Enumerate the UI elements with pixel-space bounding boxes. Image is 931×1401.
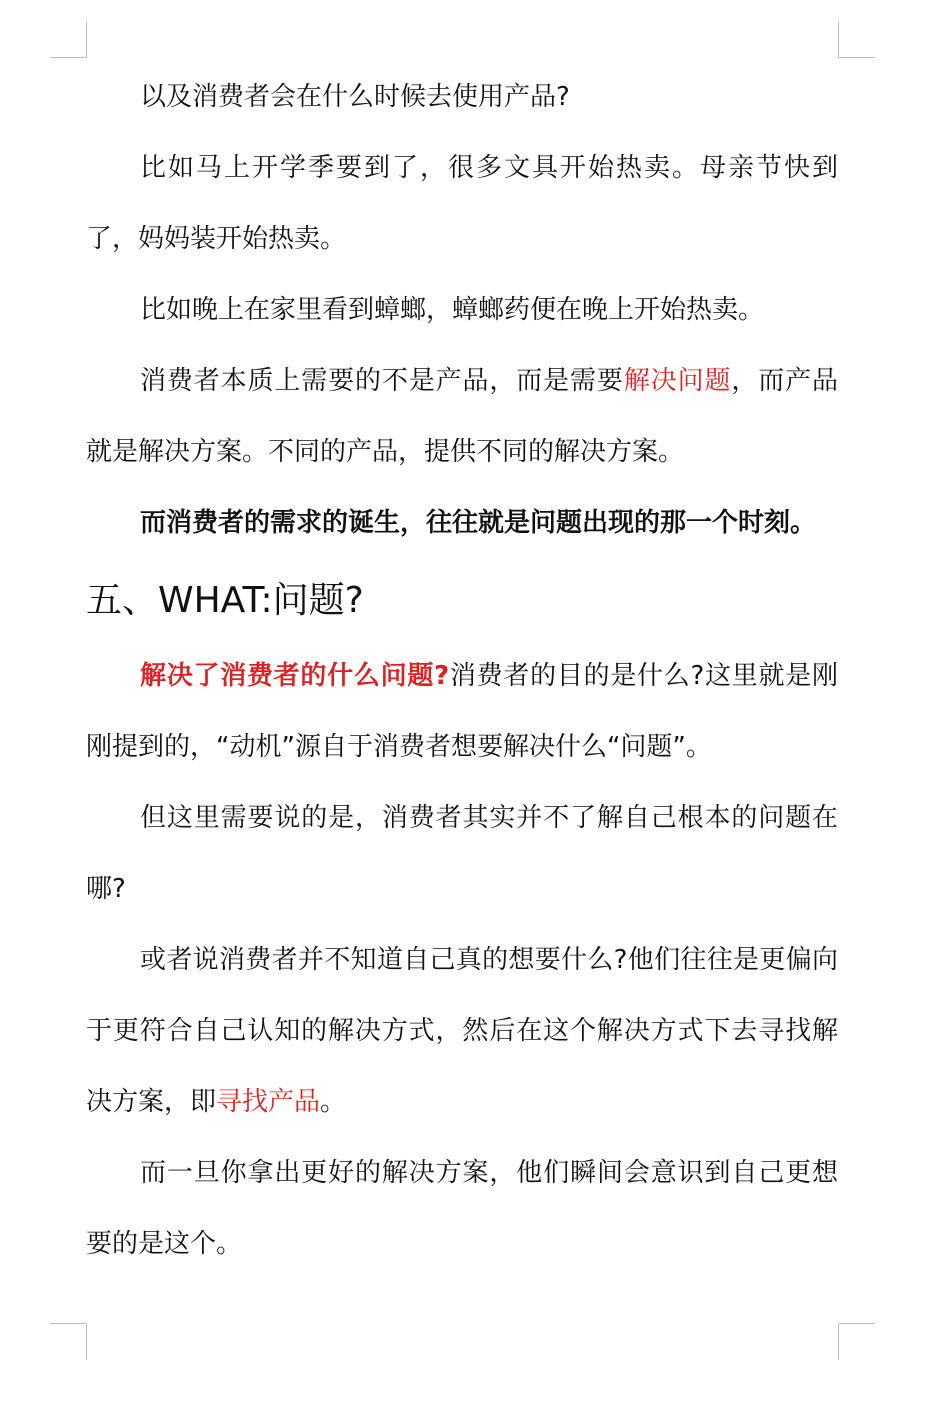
paragraph-text: 或者说消费者并不知道自己真的想要什么?他们往往是更偏向于更符合自己认知的解决方式，然后在这个解决方式下去寻找解决方案，即 — [86, 945, 838, 1117]
paragraph-better-solution — [86, 1138, 838, 1280]
paragraph-text: 。 — [320, 1087, 347, 1117]
crop-mark-top-left-horizontal — [50, 57, 86, 58]
crop-mark-bottom-right-vertical — [838, 1324, 839, 1360]
paragraph-seasonal-example — [86, 133, 838, 275]
document-body — [86, 62, 838, 1280]
section-heading-what: 五、WHAT:问题? — [86, 580, 364, 621]
highlight-find-product: 寻找产品 — [216, 1087, 321, 1117]
paragraph-text: ，而产品就是解决方案。不同的产品，提供不同的解决方案。 — [86, 366, 838, 467]
paragraph-text: 但这里需要说的是，消费者其实并不了解自己根本的问题在哪? — [86, 803, 838, 904]
paragraph-text: 而消费者的需求的诞生，往往就是问题出现的那一个时刻。 — [140, 508, 817, 538]
paragraph-usage-time — [86, 62, 838, 133]
highlight-what-problem: 解决了消费者的什么问题? — [140, 661, 450, 691]
paragraph-need-moment — [86, 488, 838, 559]
paragraph-text: 比如马上开学季要到了，很多文具开始热卖。母亲节快到了，妈妈装开始热卖。 — [86, 153, 838, 254]
paragraph-cockroach-example — [86, 275, 838, 346]
highlight-solve-problem: 解决问题 — [623, 366, 732, 396]
paragraph-text: 而一旦你拿出更好的解决方案，他们瞬间会意识到自己更想要的是这个。 — [86, 1158, 838, 1259]
crop-mark-top-right-vertical — [838, 22, 839, 58]
paragraph-find-product — [86, 925, 838, 1138]
paragraph-text: 以及消费者会在什么时候去使用产品? — [140, 82, 570, 112]
paragraph-text: 比如晚上在家里看到蟑螂，蟑螂药便在晚上开始热卖。 — [140, 295, 765, 325]
crop-mark-bottom-left-horizontal — [50, 1323, 86, 1324]
crop-mark-top-left-vertical — [86, 22, 87, 58]
crop-mark-bottom-left-vertical — [86, 1324, 87, 1360]
crop-mark-top-right-horizontal — [839, 57, 875, 58]
paragraph-text: 消费者的目的是什么?这里就是刚刚提到的，“动机”源自于消费者想要解决什么“问题”。 — [86, 661, 838, 762]
paragraph-what-problem — [86, 641, 838, 783]
crop-mark-bottom-right-horizontal — [839, 1323, 875, 1324]
paragraph-text: 消费者本质上需要的不是产品，而是需要 — [140, 366, 624, 396]
paragraph-solve-problem — [86, 346, 838, 488]
paragraph-root-problem — [86, 783, 838, 925]
